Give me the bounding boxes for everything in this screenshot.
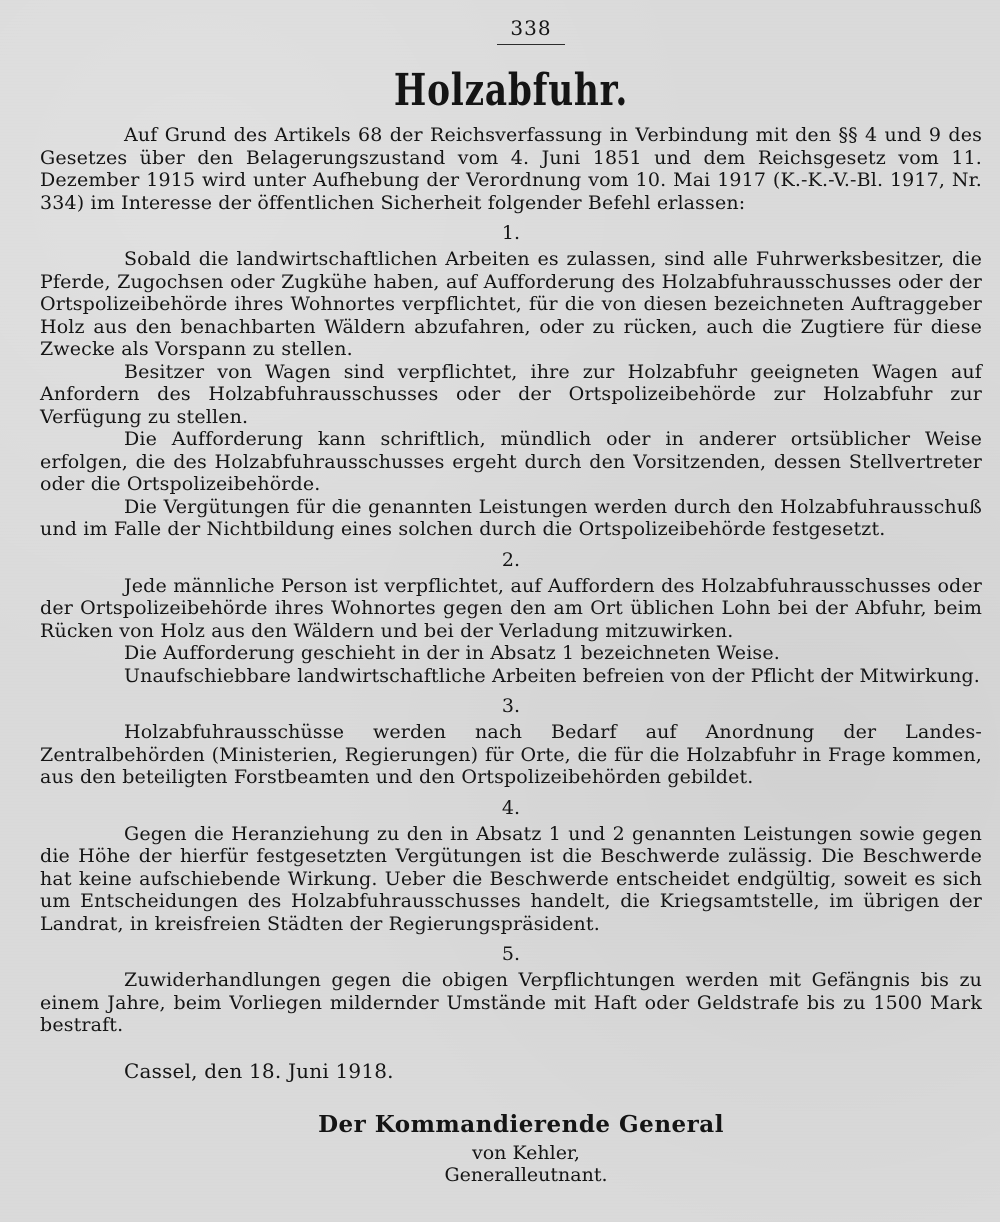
document-title: Holzabfuhr. <box>393 65 629 116</box>
page-number-rule <box>497 44 565 45</box>
section-1-paragraph-1: Sobald die landwirtschaftlichen Arbeiten es zulassen, sind alle Fuhrwerksbesitzer, die Pferde, Zugochsen oder Zugkühe haben, auf Aufforderung des Holzabfuhrausschusses oder der Ortspolizeibehörde ihres Wohnortes verpflichtet, für die von diesen bezeichneten Auftraggeber Holz aus den benachbarten Wäldern abzufahren, oder zu rücken, auch die Zugtiere für diese Zwecke als Vorspann zu stellen. <box>40 248 982 360</box>
section-3-paragraph-1: Holzabfuhrausschüsse werden nach Bedarf auf Anordnung der Landes-Zentralbehörden (Ministerien, Regierungen) für Orte, die für die Holzabfuhr in Frage kommen, aus den beteiligten Forstbeamten und den Ortspolizeibehörden gebildet. <box>40 721 982 788</box>
signature-rank: Generalleutnant. <box>444 1163 608 1186</box>
intro-paragraph: Auf Grund des Artikels 68 der Reichsverfassung in Verbindung mit den §§ 4 und 9 des Gesetzes über den Belagerungszustand vom 4. Juni 1851 und dem Reichsgesetz vom 11. Dezember 1915 wird unter Aufhebung der Verordnung vom 10. Mai 1917 (K.-K.-V.-Bl. 1917, Nr. 334) im Interesse der öffentlichen Sicherheit folgender Befehl erlassen: <box>40 124 982 214</box>
section-2-paragraph-3: Unaufschiebbare landwirtschaftliche Arbeiten befreien von der Pflicht der Mitwirkung. <box>124 664 980 687</box>
section-4-paragraph-1: Gegen die Heranziehung zu den in Absatz 1 und 2 genannten Leistungen sowie gegen die Höhe der hierfür festgesetzten Vergütungen ist die Beschwerde zulässig. Die Beschwerde hat keine aufschiebende Wirkung. Ueber die Beschwerde entscheidet endgültig, soweit es sich um Entscheidungen des Holzabfuhrausschusses handelt, die Kriegsamtstelle, im übrigen der Landrat, in kreisfreien Städten der Regierungspräsident. <box>40 822 982 935</box>
section-1-paragraph-2: Besitzer von Wagen sind verpflichtet, ihre zur Holzabfuhr geeigneten Wagen auf Anfordern des Holzabfuhrausschusses oder der Ortspolizeibehörde zur Holzabfuhr zur Verfügung zu stellen. <box>40 360 982 428</box>
section-2-number: 2. <box>501 548 521 571</box>
section-5-paragraph-1: Zuwiderhandlungen gegen die obigen Verpflichtungen werden mit Gefängnis bis zu einem Jahre, beim Vorliegen mildernder Umstände mit Haft oder Geldstrafe bis zu 1500 Mark bestraft. <box>40 969 982 1036</box>
signature-title: Der Kommandierende General <box>318 1110 724 1138</box>
date-line: Cassel, den 18. Juni 1918. <box>124 1058 394 1083</box>
page-number: 338 <box>510 16 552 40</box>
section-1-number: 1. <box>501 222 521 244</box>
section-2-paragraph-1: Jede männliche Person ist verpflichtet, auf Auffordern des Holzabfuhrausschusses oder der Ortspolizeibehörde ihres Wohnortes gegen den am Ort üblichen Lohn bei der Abfuhr, beim Rücken von Holz aus den Wäldern und bei der Verladung mitzuwirken. <box>40 574 982 642</box>
section-3-number: 3. <box>501 695 521 717</box>
section-1-paragraph-4: Die Vergütungen für die genannten Leistungen werden durch den Holzabfuhrausschuß und im Falle der Nichtbildung eines solchen durch die Ortspolizeibehörde festgesetzt. <box>40 495 982 540</box>
signature-name: von Kehler, <box>472 1141 580 1164</box>
section-5-number: 5. <box>501 943 521 965</box>
section-1-paragraph-3: Die Aufforderung kann schriftlich, mündlich oder in anderer ortsüblicher Weise erfolgen, die des Holzabfuhrausschusses ergeht durch den Vorsitzenden, dessen Stellvertreter oder die Ortspolizeibehörde. <box>40 428 982 495</box>
section-4-number: 4. <box>501 796 521 819</box>
section-2-paragraph-2: Die Aufforderung geschieht in der in Absatz 1 bezeichneten Weise. <box>124 642 780 664</box>
